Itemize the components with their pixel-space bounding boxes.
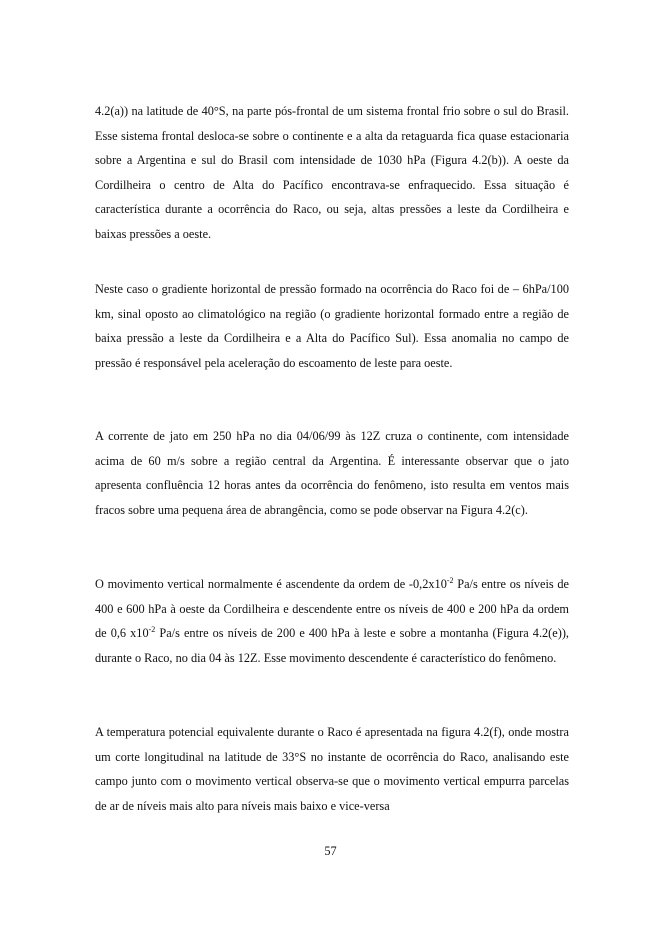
exponent-2: -2	[148, 625, 156, 635]
paragraph-jet-stream: A corrente de jato em 250 hPa no dia 04/06/99 às 12Z cruza o continente, com intensidade acima de 60 m/s sobre a região central da Argentina. É interessante observar que o jato apresenta confluência 12 horas antes da ocorrência do fenômeno, isto resulta em ventos mais fracos sobre uma pequena área de abrangência, como se pode observar na Figura 4.2(c).	[95, 429, 569, 517]
vertical-motion-text-2: Pa/s entre os níveis de 400 e 600 hPa à oeste da Cordilheira e descendente entre os níveis de 400 e 200 hPa da ordem de 0,6 x10	[95, 577, 570, 641]
exponent-1: -2	[446, 576, 454, 585]
vertical-motion-text-1: O movimento vertical normalmente é ascendente da ordem de -0,2x10	[95, 577, 447, 591]
page-number: 57	[324, 844, 337, 858]
paragraph-pressure-system: 4.2(a)) na latitude de 40°S, na parte pós-frontal de um sistema frontal frio sobre o sul do Brasil. Esse sistema frontal desloca-se sobre o continente e a alta da retaguarda fica quase estacionaria sobre a Argentina e sul do Brasil com intensidade de 1030 hPa (Figura 4.2(b)). A oeste da Cordilheira o centro de Alta do Pacífico encontrava-se enfraquecido. Essa situação é característica durante a ocorrência do Raco, ou seja, altas pressões a leste da Cordilheira e baixas pressões a oeste.	[95, 104, 569, 241]
vertical-motion-text-3: Pa/s entre os níveis de 200 e 400 hPa à leste e sobre a montanha (Figura 4.2(e)), durante o Raco, no dia 04 às 12Z. Esse movimento descendente é característico do fenômeno.	[95, 626, 569, 665]
paragraph-pressure-gradient: Neste caso o gradiente horizontal de pressão formado na ocorrência do Raco foi de – 6hPa/100 km, sinal oposto ao climatológico na região (o gradiente horizontal formado entre a região de baixa pressão a leste da Cordilheira e a Alta do Pacífico Sul). Essa anomalia no campo de pressão é responsável pela aceleração do escoamento de leste para oeste.	[95, 282, 569, 370]
paragraph-potential-temperature: A temperatura potencial equivalente durante o Raco é apresentada na figura 4.2(f), onde mostra um corte longitudinal na latitude de 33°S no instante de ocorrência do Raco, analisando este campo junto com o movimento vertical observa-se que o movimento vertical empurra parcelas de ar de níveis mais alto para níveis mais baixo e vice-versa	[95, 725, 569, 813]
paragraph-vertical-motion	[95, 572, 569, 670]
